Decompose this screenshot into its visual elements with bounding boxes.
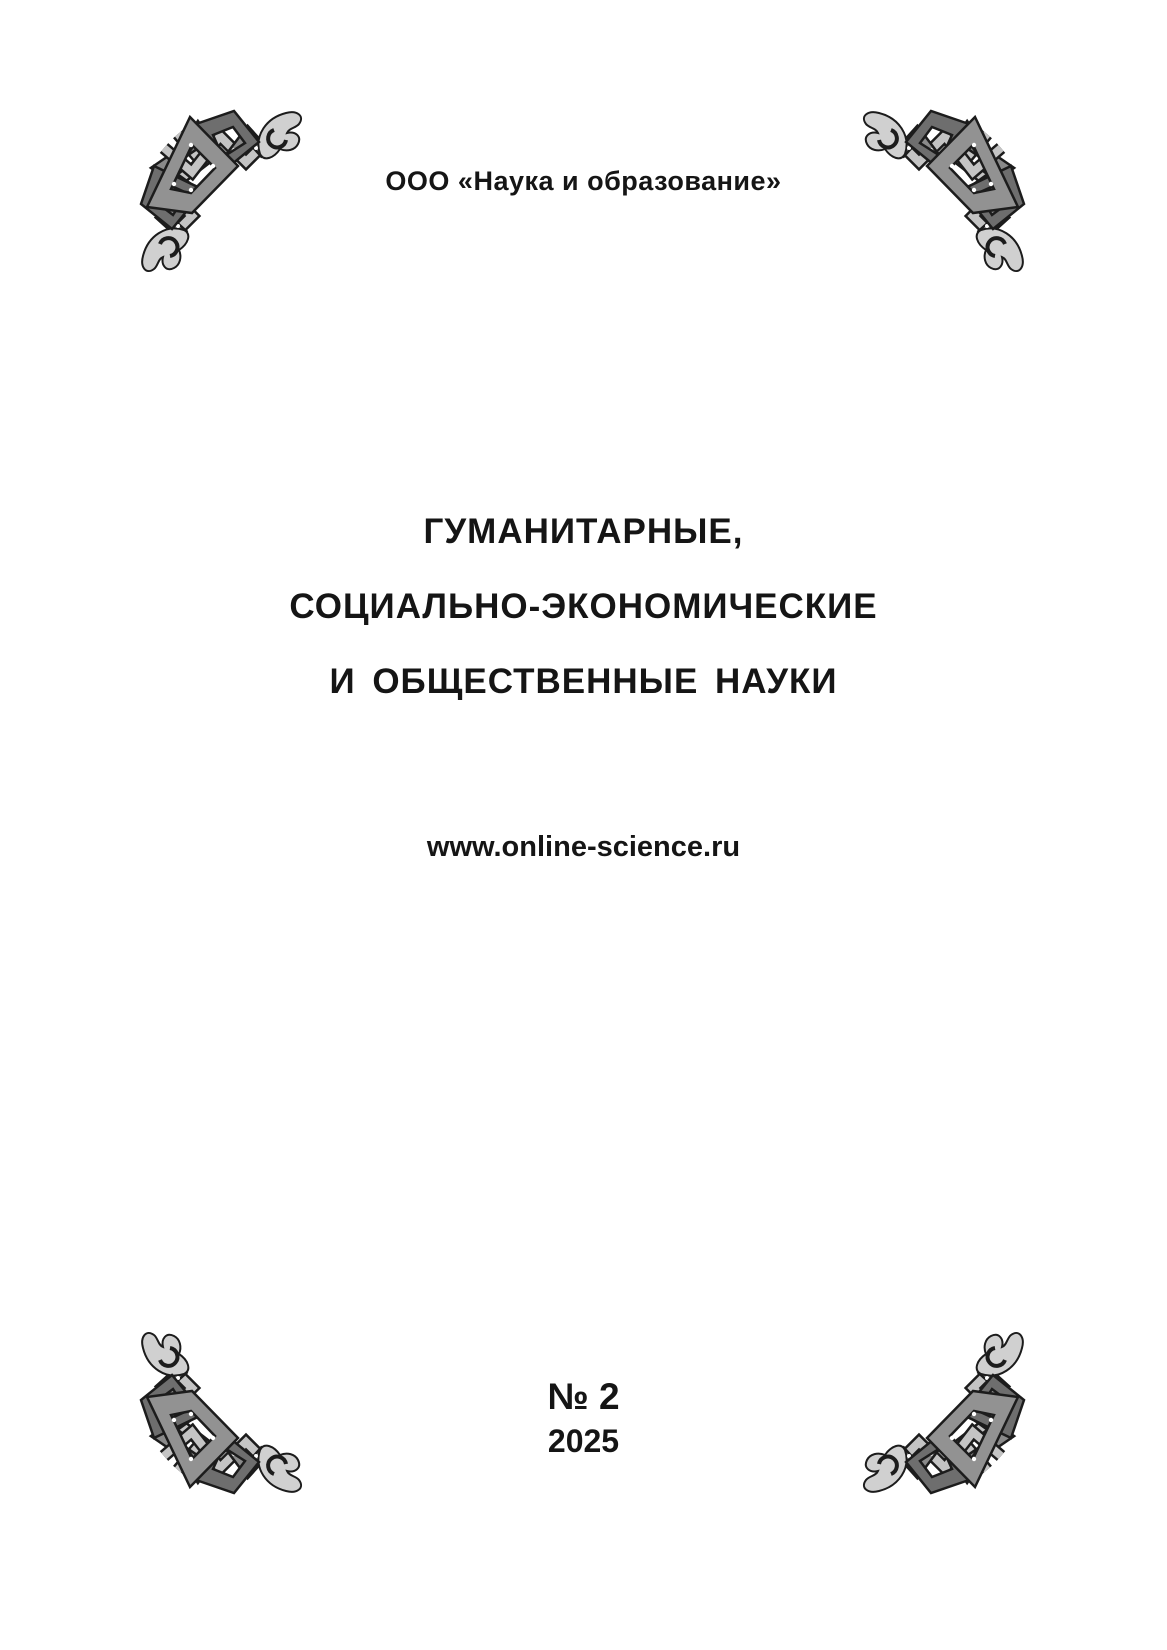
- publication-year: 2025: [547, 1423, 620, 1459]
- journal-title-line-1: ГУМАНИТАРНЫЕ,: [423, 512, 744, 551]
- journal-title-line-3: И ОБЩЕСТВЕННЫЕ НАУКИ: [329, 662, 838, 701]
- journal-title-line-2: СОЦИАЛЬНО-ЭКОНОМИЧЕСКИЕ: [289, 587, 878, 626]
- journal-title: [0, 494, 1167, 719]
- publisher-name: ООО «Наука и образование»: [385, 166, 782, 196]
- website-url: www.online-science.ru: [426, 831, 741, 863]
- issue-number: № 2: [547, 1376, 620, 1417]
